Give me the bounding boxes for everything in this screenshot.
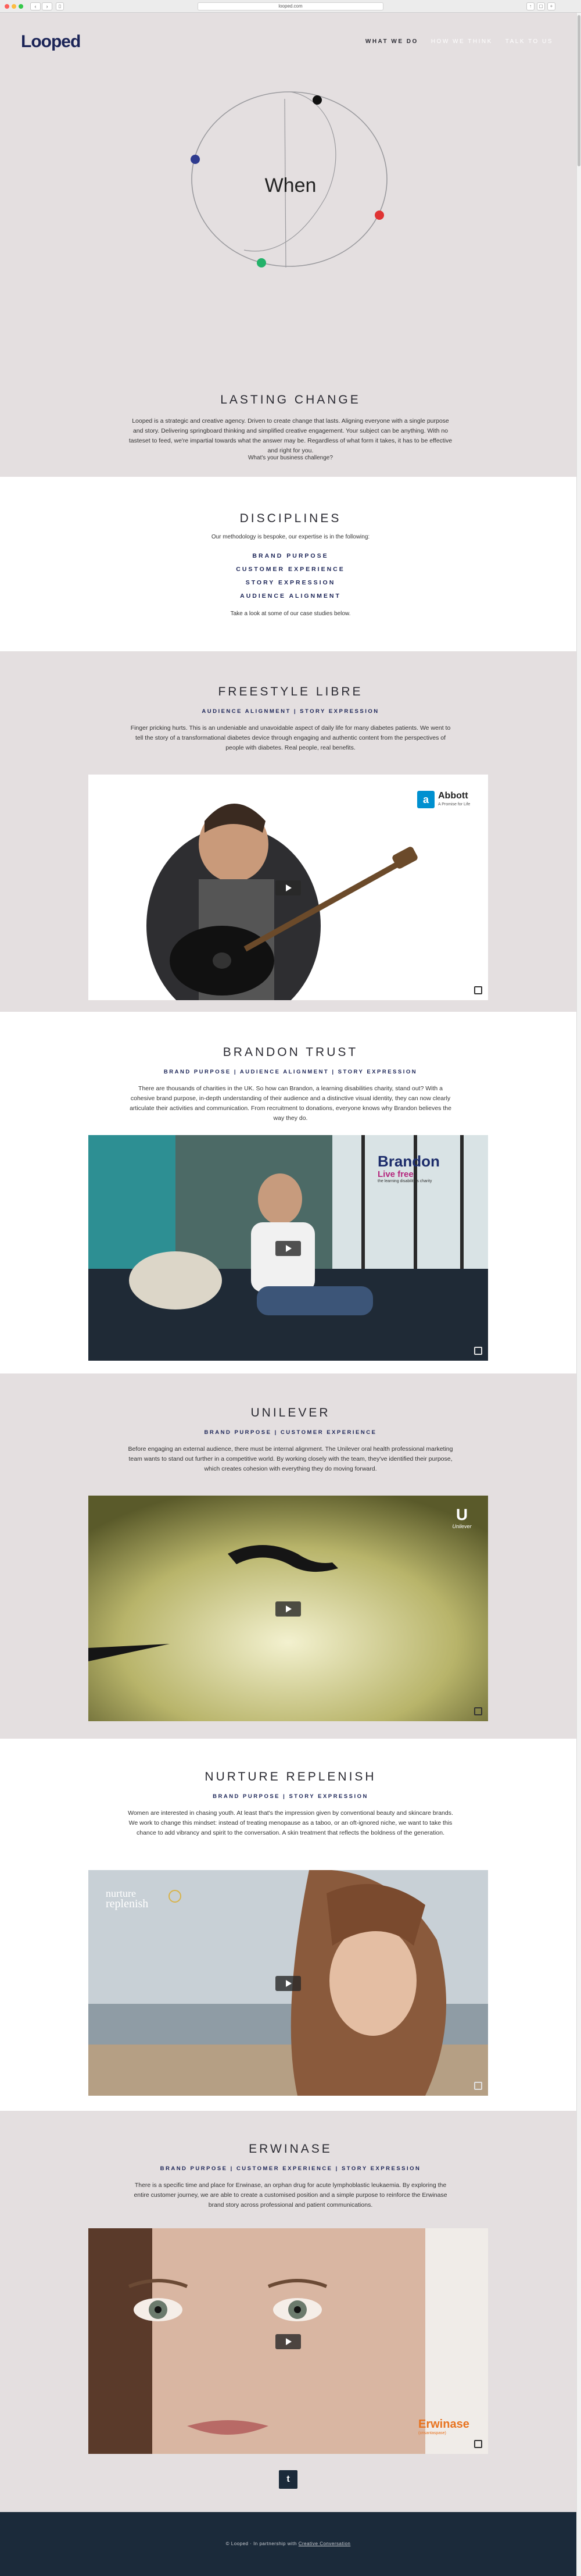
play-button[interactable] [275, 1976, 301, 1991]
brand-tagline: A Promise for Life [438, 802, 471, 807]
unilever-mark-icon: U [456, 1505, 468, 1524]
erwinase-logo [418, 2418, 476, 2438]
discipline-brand-purpose: BRAND PURPOSE [252, 552, 329, 559]
case-tags: BRAND PURPOSE | CUSTOMER EXPERIENCE [204, 1429, 377, 1436]
play-button[interactable] [275, 880, 301, 895]
abbott-mark-icon: a [417, 791, 435, 808]
browser-toolbar [0, 0, 581, 13]
video-nurture-replenish[interactable] [88, 1870, 488, 2096]
flower-icon [168, 1890, 181, 1903]
close-window-icon[interactable] [5, 4, 9, 9]
fullscreen-icon[interactable] [474, 986, 482, 994]
case-title: UNILEVER [250, 1406, 331, 1419]
footer [0, 2512, 576, 2576]
case-title: FREESTYLE LIBRE [218, 685, 363, 698]
case-title: BRANDON TRUST [223, 1046, 358, 1059]
nav-how-we-think[interactable]: HOW WE THINK [431, 38, 493, 45]
case-tags: BRAND PURPOSE | STORY EXPRESSION [213, 1793, 368, 1800]
footer-partner-link[interactable]: Creative Conversation [298, 2541, 351, 2546]
case-studies-note: Take a look at some of our case studies below. [230, 611, 351, 617]
fullscreen-icon[interactable] [474, 2082, 482, 2090]
disciplines-title: DISCIPLINES [239, 512, 342, 525]
green-dot-icon [257, 258, 266, 267]
brandon-logo [378, 1153, 453, 1187]
nav-what-we-do[interactable]: WHAT WE DO [365, 38, 418, 45]
tabs-icon[interactable]: ▢ [537, 2, 545, 10]
black-dot-icon [313, 95, 322, 105]
discipline-audience-alignment: AUDIENCE ALIGNMENT [240, 593, 341, 600]
nurture-replenish-logo [106, 1888, 187, 1917]
sidebar-icon[interactable]: ▯ [56, 2, 64, 10]
back-button[interactable]: ‹ [30, 2, 41, 10]
video-erwinase[interactable] [88, 2228, 488, 2454]
forward-button[interactable]: › [42, 2, 52, 10]
discipline-customer-experience: CUSTOMER EXPERIENCE [236, 566, 345, 573]
brand-tagline: (crisantaspase) [418, 2431, 446, 2435]
video-unilever[interactable] [88, 1496, 488, 1721]
red-dot-icon [375, 210, 384, 220]
top-navigation [365, 38, 553, 45]
brand-tagline: Live free [378, 1169, 414, 1179]
lasting-change-body: Looped is a strategic and creative agency. Driven to create change that lasts. Aligning everyone with a single purpose and story. Delivering springboard thinking and simplified creative engagement. Your subject can be anything. With no tasteset to feed, we're impartial towards what the answer may be. Regardless of what form it takes, it has to be effective and right for you. [128, 418, 453, 454]
brand-name: Erwinase [418, 2418, 469, 2431]
lasting-change-title: LASTING CHANGE [220, 393, 361, 406]
brand-tagline: replenish [106, 1897, 149, 1910]
fullscreen-icon[interactable] [474, 1707, 482, 1715]
video-brandon-trust[interactable] [88, 1135, 488, 1361]
brand-name: nurture [106, 1888, 136, 1899]
case-tags: AUDIENCE ALIGNMENT | STORY EXPRESSION [202, 708, 379, 715]
footer-text [0, 2541, 576, 2546]
footer-copyright: © Looped · In partnership with [225, 2541, 297, 2546]
case-title: NURTURE REPLENISH [205, 1770, 376, 1783]
case-body: There are thousands of charities in the UK. So how can Brandon, a learning disabilities charity, stand out? With a cohesive brand purpose, in-depth understanding of their audience and a distinctive visual identity, they can now clearly articulate their activities and communication. From recruitment to donations, everyone knows why Brandon believes the way they do. [130, 1085, 451, 1122]
case-tags: BRAND PURPOSE | AUDIENCE ALIGNMENT | STORY EXPRESSION [163, 1069, 418, 1075]
fullscreen-icon[interactable] [474, 2440, 482, 2448]
case-body: Finger pricking hurts. This is an undeniable and unavoidable aspect of daily life for many diabetes patients. We went to tell the story of a transformational diabetes device through engaging and authentic content from the perspectives of people with diabetes. Real people, real benefits. [130, 725, 451, 751]
case-body: There is a specific time and place for Erwinase, an orphan drug for acute lymphoblastic leukaemia. By exploring the entire customer journey, we are able to create a customised position and a simple purpose to reinforce the Erwinase brand story across professional and patient communications. [134, 2182, 447, 2208]
hero-word: When [264, 174, 317, 197]
twitter-icon[interactable]: t [279, 2470, 297, 2489]
nav-talk-to-us[interactable]: TALK TO US [505, 38, 553, 45]
play-button[interactable] [275, 2334, 301, 2349]
play-button[interactable] [275, 1241, 301, 1256]
zoom-window-icon[interactable] [19, 4, 23, 9]
brand-description: the learning disabilities charity [378, 1179, 432, 1183]
play-button[interactable] [275, 1601, 301, 1617]
blue-dot-icon [191, 155, 200, 164]
logo[interactable]: Looped [21, 32, 81, 51]
add-tab-icon[interactable]: + [547, 2, 555, 10]
disciplines-section [0, 477, 576, 651]
case-title: ERWINASE [249, 2142, 332, 2156]
brand-name: Abbott [438, 791, 468, 801]
case-body: Women are interested in chasing youth. At least that's the impression given by conventional beauty and skincare brands. We work to change this mindset: instead of treating menopause as a taboo, or an oft-ignored niche, we want to take this chance to add vibrancy and spirit to the conversation. A skin treatment that reflects the boldness of the generation. [128, 1810, 453, 1836]
video-freestyle-libre[interactable] [88, 775, 488, 1000]
scrollbar-thumb[interactable] [578, 15, 580, 166]
brand-name: Unilever [452, 1524, 472, 1529]
business-challenge-link[interactable]: What's your business challenge? [248, 455, 333, 461]
disciplines-intro: Our methodology is bespoke, our expertise is in the following: [211, 534, 370, 540]
case-tags: BRAND PURPOSE | CUSTOMER EXPERIENCE | STORY EXPRESSION [160, 2165, 421, 2172]
fullscreen-icon[interactable] [474, 1347, 482, 1355]
case-body: Before engaging an external audience, there must be internal alignment. The Unilever oral health professional marketing team wants to stand out further in a competitive world. By working closely with the team, they've identified their purpose, which creates cohesion with everything they do moving forward. [128, 1446, 453, 1472]
minimize-window-icon[interactable] [12, 4, 16, 9]
discipline-story-expression: STORY EXPRESSION [245, 579, 336, 586]
abbott-logo [417, 790, 481, 813]
brand-name: Brandon [378, 1153, 440, 1170]
share-icon[interactable]: ↑ [526, 2, 535, 10]
address-bar[interactable]: looped.com [198, 2, 383, 10]
unilever-logo [447, 1506, 476, 1535]
